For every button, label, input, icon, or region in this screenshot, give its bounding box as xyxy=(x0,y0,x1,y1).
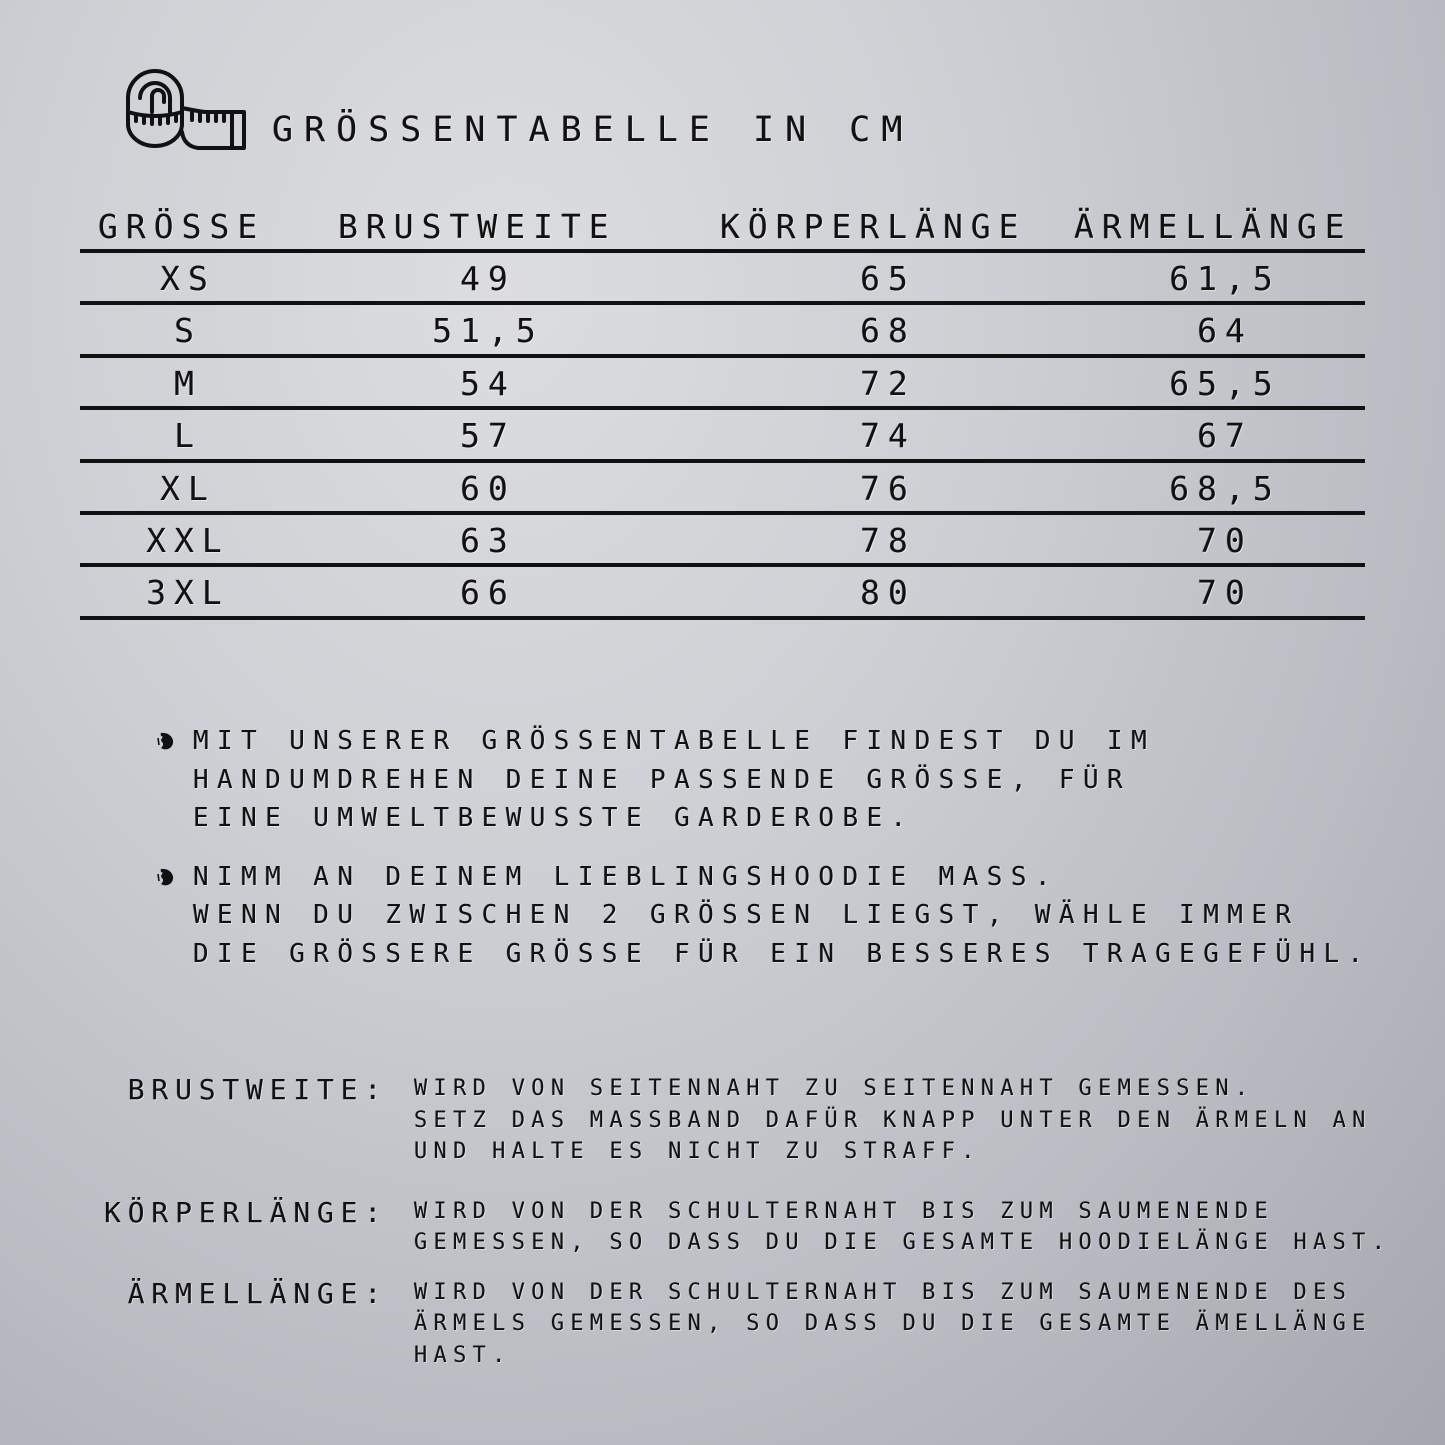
definition-text xyxy=(414,1277,1372,1372)
cell-chest: 60 xyxy=(460,468,516,508)
cell-sleeve-length: 64 xyxy=(1197,311,1253,351)
cell-body-length: 78 xyxy=(860,520,916,560)
measuring-tape-icon xyxy=(122,68,246,150)
column-header-sleeve-length: ÄRMELLÄNGE xyxy=(1074,207,1353,246)
cell-sleeve-length: 70 xyxy=(1197,520,1253,560)
definition-body-length xyxy=(0,1196,1445,1259)
table-row xyxy=(80,358,1365,410)
definition-term: ÄRMELLÄNGE: xyxy=(127,1276,388,1310)
cell-body-length: 74 xyxy=(860,416,916,456)
definition-sleeve-length xyxy=(0,1277,1445,1372)
note-item xyxy=(155,722,1355,838)
cell-body-length: 68 xyxy=(860,311,916,351)
note-item xyxy=(155,858,1372,974)
note-line: NIMM AN DEINEM LIEBLINGSHOODIE MASS. xyxy=(193,861,1059,892)
page-title: GRÖSSENTABELLE IN CM xyxy=(272,110,914,150)
cell-sleeve-length: 61,5 xyxy=(1169,259,1281,298)
table-row xyxy=(80,515,1365,567)
table-row xyxy=(80,305,1365,357)
cell-size: 3XL xyxy=(146,573,230,613)
cell-size: M xyxy=(174,363,202,403)
cell-size: S xyxy=(174,311,202,351)
size-table xyxy=(80,195,1365,620)
definition-chest xyxy=(0,1073,1445,1168)
header xyxy=(122,68,913,150)
definition-line: WIRD VON DER SCHULTERNAHT BIS ZUM SAUMENENDE xyxy=(414,1198,1274,1224)
cell-chest: 63 xyxy=(460,520,516,560)
definition-line: SETZ DAS MASSBAND DAFÜR KNAPP UNTER DEN ÄRMELN AN xyxy=(414,1107,1372,1133)
definition-line: GEMESSEN, SO DASS DU DIE GESAMTE HOODIELÄNGE HAST. xyxy=(414,1230,1392,1255)
definition-line: UND HALTE ES NICHT ZU STRAFF. xyxy=(414,1139,981,1164)
bullet-icon xyxy=(155,731,175,751)
note-line: MIT UNSERER GRÖSSENTABELLE FINDEST DU IM xyxy=(193,726,1156,756)
definition-text xyxy=(414,1196,1391,1259)
measurement-definitions xyxy=(0,1073,1445,1391)
table-row xyxy=(80,253,1365,305)
cell-body-length: 80 xyxy=(860,573,916,613)
cell-size: XL xyxy=(160,468,216,508)
definition-text xyxy=(414,1073,1372,1168)
definition-line: WIRD VON DER SCHULTERNAHT BIS ZUM SAUMENENDE DES xyxy=(414,1279,1353,1305)
table-row xyxy=(80,567,1365,619)
cell-chest: 57 xyxy=(460,416,516,456)
cell-size: XS xyxy=(160,259,216,298)
cell-size: L xyxy=(174,416,202,456)
definition-term: KÖRPERLÄNGE: xyxy=(104,1195,388,1229)
cell-sleeve-length: 65,5 xyxy=(1169,363,1281,403)
cell-chest: 54 xyxy=(460,363,516,403)
note-line: DIE GRÖSSERE GRÖSSE FÜR EIN BESSERES TRAGEGEFÜHL. xyxy=(193,938,1372,969)
table-row xyxy=(80,410,1365,462)
note-line: WENN DU ZWISCHEN 2 GRÖSSEN LIEGST, WÄHLE IMMER xyxy=(193,900,1300,930)
cell-body-length: 65 xyxy=(860,259,916,298)
column-header-chest: BRUSTWEITE xyxy=(338,207,617,246)
definition-term: BRUSTWEITE: xyxy=(127,1073,388,1106)
cell-sleeve-length: 70 xyxy=(1197,573,1253,613)
cell-body-length: 76 xyxy=(860,468,916,508)
column-header-size: GRÖSSE xyxy=(98,207,266,246)
cell-chest: 49 xyxy=(460,259,516,298)
cell-sleeve-length: 67 xyxy=(1197,416,1253,456)
cell-body-length: 72 xyxy=(860,363,916,403)
definition-line: ÄRMELS GEMESSEN, SO DASS DU DIE GESAMTE ÄMELLÄNGE xyxy=(414,1311,1372,1336)
cell-chest: 51,5 xyxy=(432,311,544,351)
definition-line: HAST. xyxy=(414,1342,512,1368)
cell-size: XXL xyxy=(146,520,230,560)
table-header xyxy=(80,195,1365,253)
cell-chest: 66 xyxy=(460,573,516,613)
bullet-icon xyxy=(155,867,175,887)
notes-list xyxy=(155,722,1372,993)
definition-line: WIRD VON SEITENNAHT ZU SEITENNAHT GEMESSEN. xyxy=(414,1076,1255,1101)
column-header-body-length: KÖRPERLÄNGE xyxy=(720,207,1027,246)
table-row xyxy=(80,463,1365,515)
note-line: EINE UMWELTBEWUSSTE GARDEROBE. xyxy=(193,803,915,833)
note-line: HANDUMDREHEN DEINE PASSENDE GRÖSSE, FÜR xyxy=(193,764,1132,795)
cell-sleeve-length: 68,5 xyxy=(1169,468,1281,508)
